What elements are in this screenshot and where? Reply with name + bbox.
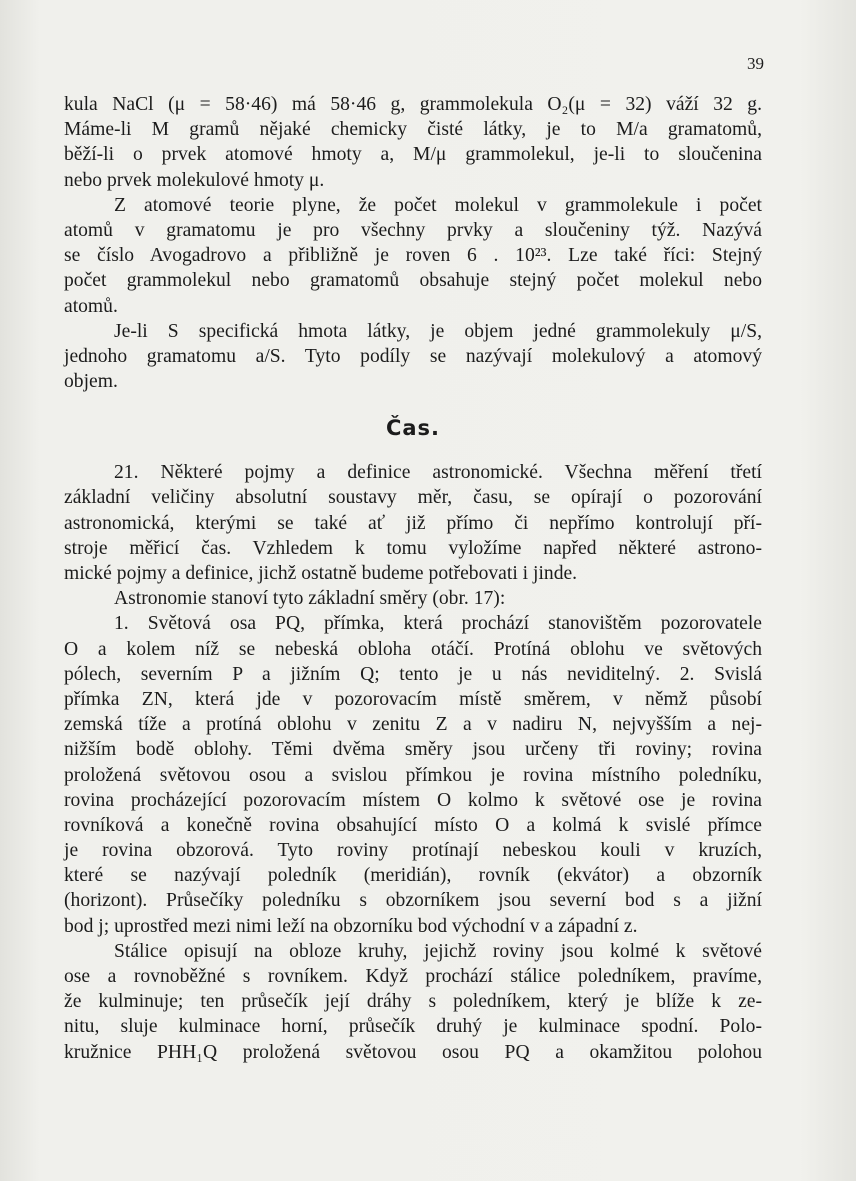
text-line: které se nazývají poledník (meridián), rovník (ekvátor) a obzorník <box>64 865 762 887</box>
text-line: běží-li o prvek atomové hmoty a, M/μ grammolekul, je-li to sloučenina <box>64 144 762 166</box>
text-line: bod j; uprostřed mezi nimi leží na obzorníku bod východní v a západní z. <box>64 915 638 937</box>
text-line: Z atomové teorie plyne, že počet molekul v grammolekule i počet <box>114 194 762 216</box>
text-line: astronomická, kterými se také ať již přímo či nepřímo kontrolují pří- <box>64 512 762 534</box>
text-line: nitu, sluje kulminace horní, průsečík druhý je kulminace spodní. Polo- <box>64 1016 762 1038</box>
text-line: Astronomie stanoví tyto základní směry (obr. 17): <box>114 588 506 610</box>
page-body <box>64 92 762 1065</box>
text-line: 1. Světová osa PQ, přímka, která prochází stanovištěm pozorovatele <box>114 613 762 635</box>
text-line: Stálice opisují na obloze kruhy, jejichž roviny jsou kolmé k světové <box>114 940 762 962</box>
text-line: jednoho gramatomu a/S. Tyto podíly se nazývají molekulový a atomový <box>64 345 762 367</box>
text-line: Máme-li M gramů nějaké chemicky čisté látky, je to M/a gramatomů, <box>64 119 762 141</box>
text-line: atomů v gramatomu je pro všechny prvky a sloučeniny týž. Nazývá <box>64 219 762 241</box>
text-line: základní veličiny absolutní soustavy měr, času, se opírají o pozorování <box>64 487 762 509</box>
text-line: je rovina obzorová. Tyto roviny protínají nebeskou kouli v kruzích, <box>64 840 762 862</box>
text-line: pólech, severním P a jižním Q; tento je u nás neviditelný. 2. Svislá <box>64 663 762 685</box>
text-line: rovina procházející pozorovacím místem O kolmo k světové ose je rovina <box>64 789 762 811</box>
text-line: zemská tíže a protíná oblohu v zenitu Z a v nadiru N, nejvyšším a nej- <box>64 714 762 736</box>
text-line: (horizont). Průsečíky poledníku s obzorníkem jsou severní bod s a jižní <box>64 890 762 912</box>
text-line: O a kolem níž se nebeská obloha otáčí. Protíná oblohu ve světových <box>64 638 762 660</box>
section-heading: Čas. <box>385 416 441 441</box>
text-line: nižším bodě oblohy. Těmi dvěma směry jsou určeny tři roviny; rovina <box>64 739 762 761</box>
page-number: 39 <box>747 54 764 73</box>
text-line: 21. Některé pojmy a definice astronomické. Všechna měření třetí <box>114 462 762 484</box>
text-line: počet grammolekul nebo gramatomů obsahuje stejný počet molekul nebo <box>64 270 762 292</box>
text-line: objem. <box>64 371 118 393</box>
text-line: se číslo Avogadrovo a přibližně je roven 6 . 10²³. Lze také říci: Stejný <box>64 245 762 267</box>
text-line: mické pojmy a definice, jichž ostatně budeme potřebovati i jinde. <box>64 563 578 584</box>
text-line: že kulminuje; ten průsečík její dráhy s poledníkem, který je blíže k ze- <box>64 991 762 1013</box>
text-line: Je-li S specifická hmota látky, je objem jedné grammolekuly μ/S, <box>114 320 762 342</box>
text-line: proložená světovou osou a svislou přímkou je rovina místního poledníku, <box>64 764 762 786</box>
text-line: rovníková a konečně rovina obsahující místo O a kolmá k svislé přímce <box>64 814 762 836</box>
text-line: nebo prvek molekulové hmoty μ. <box>64 169 325 191</box>
text-line: kula NaCl (μ = 58·46) má 58·46 g, grammolekula O₂(μ = 32) váží 32 g. <box>64 94 762 115</box>
text-line: atomů. <box>64 295 118 317</box>
text-line: přímka ZN, která jde v pozorovacím místě směrem, v němž působí <box>64 688 762 710</box>
text-line: stroje měřicí čas. Vzhledem k tomu vyložíme napřed některé astrono- <box>64 537 762 559</box>
text-line: kružnice PHH₁Q proložená světovou osou PQ a okamžitou polohou <box>64 1041 762 1063</box>
text-line: ose a rovnoběžné s rovníkem. Když prochází stálice poledníkem, pravíme, <box>64 966 762 987</box>
